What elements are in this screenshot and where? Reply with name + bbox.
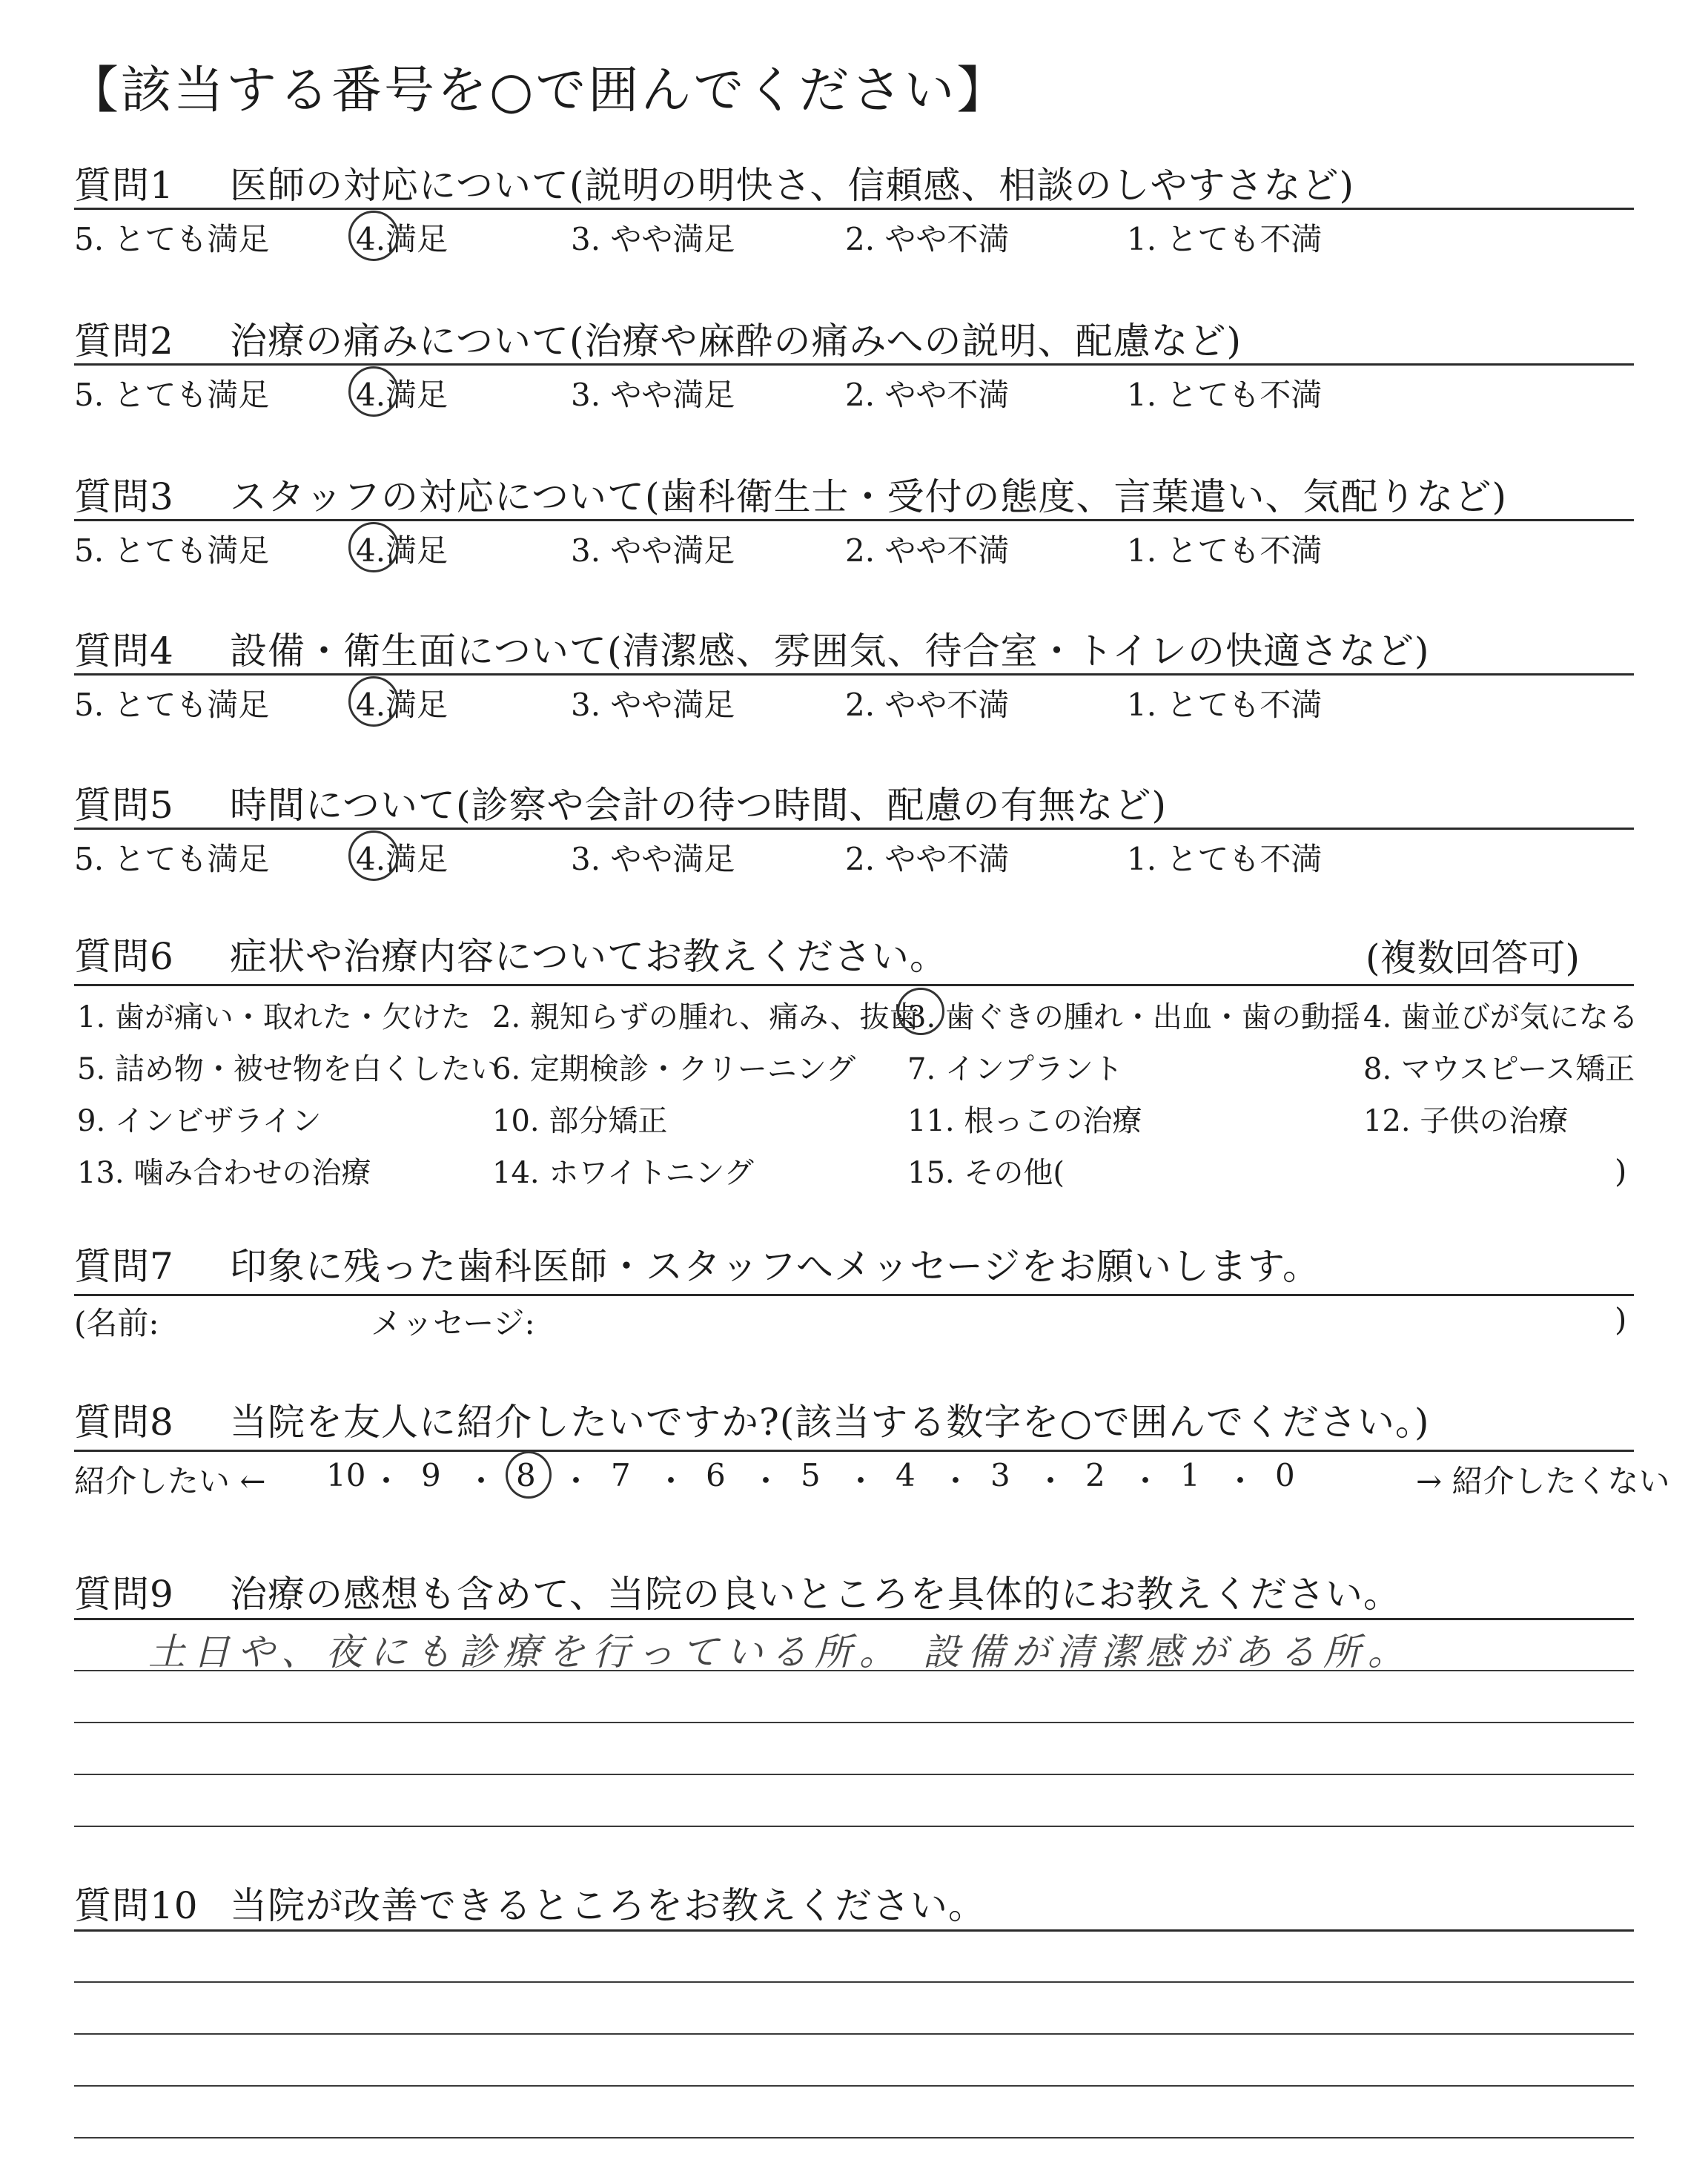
q8-text: 当院を友人に紹介したいですか?(該当する数字を○で囲んでください。) <box>230 1401 1430 1444</box>
q4-title <box>74 621 1430 675</box>
q8-separator: ・ <box>371 1463 403 1499</box>
q6-option[interactable]: 10. 部分矯正 <box>492 1104 668 1138</box>
q6-rule <box>74 984 1634 986</box>
q6-option[interactable]: 2. 親知らずの腫れ、痛み、抜歯 <box>492 1000 919 1034</box>
q9-title <box>74 1565 1401 1618</box>
q8-separator: ・ <box>1035 1463 1067 1499</box>
q10-title <box>74 1876 986 1929</box>
rating-option[interactable]: 1. とても不満 <box>1127 377 1323 413</box>
q9-number: 質問9 <box>74 1573 174 1616</box>
q8-separator: ・ <box>845 1463 877 1499</box>
q7-name-label: (名前: <box>74 1305 159 1341</box>
q8-scale-value[interactable]: 9 <box>421 1457 441 1493</box>
q9-answer-line <box>74 1722 1634 1723</box>
q6-option[interactable]: 12. 子供の治療 <box>1363 1104 1569 1138</box>
rating-option[interactable]: 1. とても不満 <box>1127 841 1323 877</box>
q6-option[interactable]: 13. 噛み合わせの治療 <box>77 1156 371 1190</box>
rating-option[interactable]: 4.満足 <box>356 841 448 877</box>
q6-option[interactable]: 7. インプラント <box>907 1052 1123 1086</box>
rating-option[interactable]: 5. とても満足 <box>74 377 270 413</box>
q4-options <box>74 681 1634 725</box>
q10-answer-line <box>74 2137 1634 2138</box>
q4-rule <box>74 673 1634 676</box>
q6-option[interactable]: 11. 根っこの治療 <box>907 1104 1142 1138</box>
q6-note: (複数回答可) <box>1366 937 1580 980</box>
q3-options <box>74 526 1634 571</box>
q8-separator: ・ <box>940 1463 972 1499</box>
rating-option[interactable]: 2. やや不満 <box>845 687 1010 723</box>
rating-option[interactable]: 4.満足 <box>356 687 448 723</box>
q5-options <box>74 835 1634 879</box>
q6-option[interactable]: 3. 歯ぐきの腫れ・出血・歯の動揺 <box>907 1000 1360 1034</box>
q8-separator: ・ <box>750 1463 782 1499</box>
q2-number: 質問2 <box>74 320 174 363</box>
q8-separator: ・ <box>1130 1463 1162 1499</box>
q5-number: 質問5 <box>74 784 174 827</box>
selection-circle <box>348 522 399 572</box>
selection-circle <box>348 830 399 881</box>
rating-option[interactable]: 2. やや不満 <box>845 221 1010 257</box>
q8-left-label: 紹介したい ← <box>74 1463 266 1499</box>
selection-circle <box>897 988 944 1035</box>
q5-rule <box>74 828 1634 830</box>
q8-scale-value[interactable]: 2 <box>1085 1457 1105 1493</box>
q2-title <box>74 311 1242 365</box>
rating-option[interactable]: 2. やや不満 <box>845 532 1010 569</box>
q7-number: 質問7 <box>74 1245 174 1288</box>
rating-option[interactable]: 1. とても不満 <box>1127 532 1323 569</box>
q6-number: 質問6 <box>74 935 174 978</box>
q4-number: 質問4 <box>74 630 174 673</box>
q7-rule <box>74 1294 1634 1296</box>
q10-rule <box>74 1929 1634 1932</box>
q8-scale <box>74 1457 1670 1502</box>
q8-separator: ・ <box>560 1463 592 1499</box>
q8-separator: ・ <box>1225 1463 1257 1499</box>
q7-close-paren: ) <box>1615 1301 1627 1338</box>
q8-scale-value[interactable]: 1 <box>1180 1457 1200 1493</box>
q1-number: 質問1 <box>74 164 174 207</box>
q10-answer-line <box>74 1981 1634 1983</box>
q6-option[interactable]: 9. インビザライン <box>77 1104 322 1138</box>
q8-scale-value[interactable]: 10 <box>326 1457 366 1493</box>
selection-circle <box>348 366 399 417</box>
q8-scale-value[interactable]: 5 <box>801 1457 821 1493</box>
q8-right-label: → 紹介したくない <box>1416 1463 1670 1499</box>
rating-option[interactable]: 3. やや満足 <box>571 687 735 723</box>
q7-title <box>74 1237 1320 1290</box>
q3-rule <box>74 519 1634 521</box>
q2-text: 治療の痛みについて(治療や麻酔の痛みへの説明、配慮など) <box>230 320 1242 363</box>
q10-number: 質問10 <box>74 1884 199 1927</box>
q6-option[interactable]: 5. 詰め物・被せ物を白くしたい <box>77 1052 500 1086</box>
rating-option[interactable]: 3. やや満足 <box>571 532 735 569</box>
q10-answer-line <box>74 2033 1634 2035</box>
rating-option[interactable]: 5. とても満足 <box>74 221 270 257</box>
q1-rule <box>74 208 1634 210</box>
q1-title <box>74 156 1354 209</box>
rating-option[interactable]: 4.満足 <box>356 221 448 257</box>
q8-separator: ・ <box>466 1463 497 1499</box>
selection-circle <box>506 1451 552 1499</box>
q4-text: 設備・衛生面について(清潔感、雰囲気、待合室・トイレの快適さなど) <box>230 630 1430 673</box>
q10-answer-line <box>74 2085 1634 2087</box>
rating-option[interactable]: 4.満足 <box>356 532 448 569</box>
q9-answer-line <box>74 1826 1634 1827</box>
q10-text: 当院が改善できるところをお教えください。 <box>230 1884 986 1927</box>
rating-option[interactable]: 3. やや満足 <box>571 377 735 413</box>
q8-title <box>74 1393 1429 1446</box>
q3-title <box>74 467 1507 521</box>
q6-option[interactable]: 1. 歯が痛い・取れた・欠けた <box>77 1000 471 1034</box>
q5-title <box>74 776 1167 829</box>
q1-options <box>74 215 1634 260</box>
q2-rule <box>74 363 1634 366</box>
q6-option[interactable]: 6. 定期検診・クリーニング <box>492 1052 856 1086</box>
q8-scale-value[interactable]: 0 <box>1275 1457 1295 1493</box>
q6-option[interactable]: 4. 歯並びが気になる <box>1363 1000 1638 1034</box>
q1-text: 医師の対応について(説明の明快さ、信頼感、相談のしやすさなど) <box>230 164 1355 207</box>
q9-answer-line <box>74 1670 1634 1671</box>
q7-text: 印象に残った歯科医師・スタッフへメッセージをお願いします。 <box>230 1245 1320 1288</box>
q8-separator: ・ <box>655 1463 687 1499</box>
q6-close-paren: ) <box>1615 1153 1627 1189</box>
q9-rule <box>74 1618 1634 1620</box>
selection-circle <box>348 211 399 261</box>
q7-message-label: メッセージ: <box>371 1305 535 1341</box>
q2-options <box>74 371 1634 415</box>
q8-scale-value[interactable]: 3 <box>990 1457 1010 1493</box>
q8-rule <box>74 1450 1634 1452</box>
q9-answer-line <box>74 1774 1634 1775</box>
q6-options <box>77 994 1638 1216</box>
q5-text: 時間について(診察や会計の待つ時間、配慮の有無など) <box>230 784 1168 827</box>
q3-number: 質問3 <box>74 475 174 518</box>
q6-text: 症状や治療内容についてお教えください。 <box>230 935 947 978</box>
rating-option[interactable]: 3. やや満足 <box>571 221 735 257</box>
q3-text: スタッフの対応について(歯科衛生士・受付の態度、言葉遣い、気配りなど) <box>230 475 1508 518</box>
rating-option[interactable]: 2. やや不満 <box>845 377 1010 413</box>
rating-option[interactable]: 4.満足 <box>356 377 448 413</box>
rating-option[interactable]: 3. やや満足 <box>571 841 735 877</box>
page-title: 【該当する番号を○で囲んでください】 <box>68 62 1010 120</box>
q9-text: 治療の感想も含めて、当院の良いところを具体的にお教えください。 <box>230 1573 1401 1616</box>
q8-scale-value[interactable]: 8 <box>516 1457 536 1493</box>
q8-scale-value[interactable]: 4 <box>896 1457 916 1493</box>
q6-title <box>74 927 947 980</box>
q8-number: 質問8 <box>74 1401 174 1444</box>
q6-option[interactable]: 14. ホワイトニング <box>492 1156 754 1190</box>
rating-option[interactable]: 5. とても満足 <box>74 687 270 723</box>
q9-answer[interactable]: 土日や、夜にも診療を行っている所。 設備が清潔感がある所。 <box>148 1631 1412 1674</box>
q6-option[interactable]: 15. その他( <box>907 1156 1065 1190</box>
q8-scale-value[interactable]: 6 <box>706 1457 726 1493</box>
q8-scale-value[interactable]: 7 <box>611 1457 631 1493</box>
rating-option[interactable]: 1. とても不満 <box>1127 687 1323 723</box>
q6-option[interactable]: 8. マウスピース矯正 <box>1363 1052 1635 1086</box>
rating-option[interactable]: 5. とても満足 <box>74 841 270 877</box>
rating-option[interactable]: 1. とても不満 <box>1127 221 1323 257</box>
rating-option[interactable]: 2. やや不満 <box>845 841 1010 877</box>
selection-circle <box>348 676 399 727</box>
rating-option[interactable]: 5. とても満足 <box>74 532 270 569</box>
